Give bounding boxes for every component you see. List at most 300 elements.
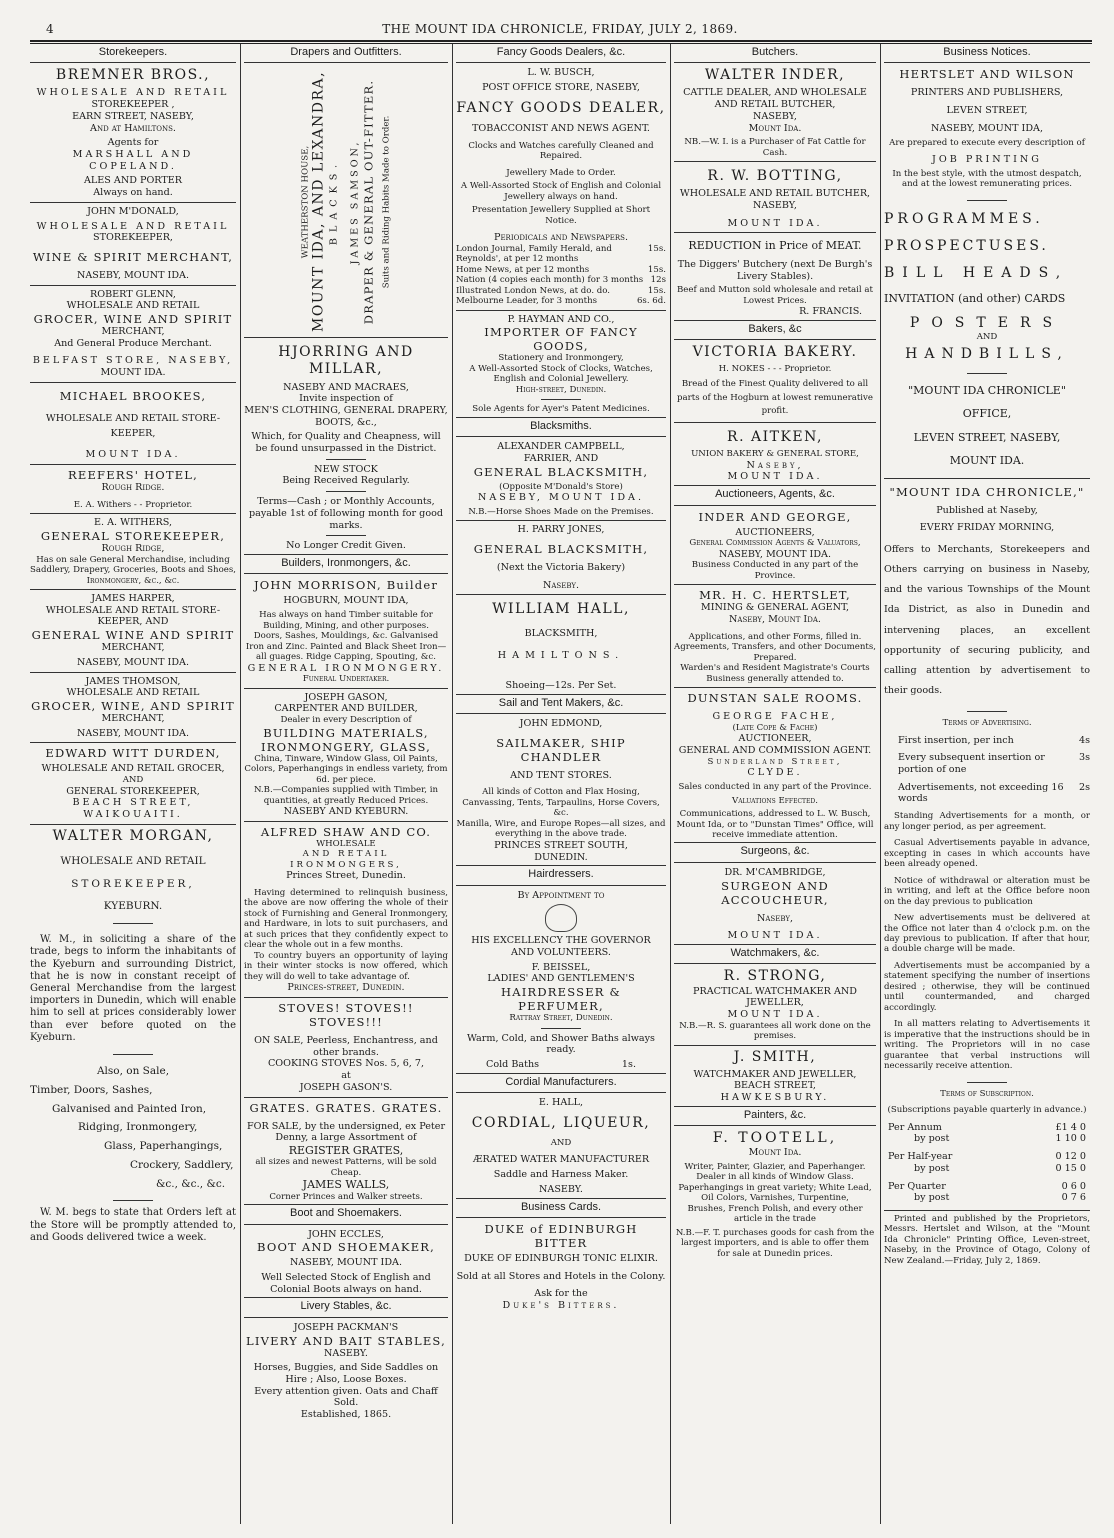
advert-line: E. A. WITHERS, xyxy=(93,517,173,529)
advert-line: KYEBURN. xyxy=(103,900,163,913)
advert-title: EDWARD WITT DURDEN, xyxy=(45,746,221,761)
advert-line: R. FRANCIS. xyxy=(799,306,862,318)
advert-line: Suits and Riding Habits Made to Order. xyxy=(381,116,392,289)
advert-line: Naseby. xyxy=(542,579,580,591)
subscription-row: Per Quarter 0 6 0 xyxy=(888,1180,1086,1192)
advert-title: JOHN MORRISON, Builder xyxy=(253,578,439,593)
divider xyxy=(113,1200,153,1201)
terms-body: Advertisements must be accompanied by a statement specifying the number of insertions desired ; otherwise, they will be continued until countermanded, and charged accordingly. xyxy=(884,960,1090,1013)
advert-title: WALTER MORGAN, xyxy=(52,827,214,844)
advert-title: LIVERY AND BAIT STABLES, xyxy=(246,1333,446,1348)
advert-line: All kinds of Cotton and Flax Hosing, Canvassing, Tents, Tarpaulins, Horse Covers, &c. xyxy=(462,787,660,819)
advert-mcambridge xyxy=(674,867,876,942)
divider xyxy=(326,491,366,492)
subscription-row: Per Half-year 0 12 0 xyxy=(888,1151,1086,1163)
advert-line: LADIES' AND GENTLEMEN'S xyxy=(487,973,635,985)
advert-glenn xyxy=(30,285,236,379)
section-header: Sail and Tent Makers, &c. xyxy=(456,694,666,714)
advert-hjorring xyxy=(244,344,448,552)
column-storekeepers xyxy=(30,44,236,1524)
advert-body: Having determined to relinquish business, the above are now offering the whole of their stock of Furnishing and General Ironmongery, and Hardware, in lots to suit purchasers, and at such prices that they confidently expect to clear the whole out in a few months. xyxy=(244,887,448,951)
advert-line: Communications, addressed to L. W. Busch, Mount Ida, or to "Dunstan Times" Office, will receive immediate attention. xyxy=(676,809,874,840)
advert-line: NASEBY. xyxy=(539,1183,583,1195)
advert-botting xyxy=(674,161,876,229)
advert-title: DUNSTAN SALE ROOMS. xyxy=(687,691,863,706)
section-header: Watchmakers, &c. xyxy=(674,944,876,964)
advert-line: Writer, Painter, Glazier, and Paperhanger. Dealer in all kinds of Window Glass. xyxy=(684,1161,866,1183)
advert-line: Princes-street, Dunedin. xyxy=(287,982,405,994)
advert-nokes xyxy=(674,344,876,419)
terms-of-subscription xyxy=(884,1089,1090,1204)
advert-line: MERCHANT, xyxy=(101,642,165,654)
job-printing-list xyxy=(884,211,1090,363)
advert-line: In the best style, with the utmost despatch, and at the lowest remunerating prices. xyxy=(892,168,1082,190)
list-item: PROGRAMMES. xyxy=(884,210,1044,227)
advert-title: STOVES! STOVES!! STOVES!!! xyxy=(278,1001,414,1030)
advert-morgan xyxy=(30,824,236,1244)
advert-line: MOUNT IDA. xyxy=(949,454,1025,468)
advert-line: STOREKEEPER, xyxy=(71,877,195,890)
advert-line: CARPENTER AND BUILDER, xyxy=(274,703,418,715)
advert-line: HIS EXCELLENCY THE GOVERNOR xyxy=(471,935,651,947)
advert-line: Sold at all Stores and Hotels in the Colony. xyxy=(456,1270,666,1282)
advert-line: Being Received Regularly. xyxy=(282,475,410,487)
royal-crest-icon xyxy=(545,904,577,932)
section-header: Livery Stables, &c. xyxy=(244,1297,448,1317)
advert-title: SURGEON AND ACCOUCHEUR, xyxy=(721,878,829,907)
advert-line: &c., &c., &c. xyxy=(156,1177,226,1190)
advert-line: KEEPER, xyxy=(110,427,156,439)
advert-title: MR. H. C. HERTSLET, xyxy=(699,588,851,603)
advert-line: WHOLESALE xyxy=(316,838,376,849)
advert-line: General Commission Agents & Valuators, xyxy=(689,538,861,549)
advert-line: Established, 1865. xyxy=(300,1409,392,1421)
advert-title: HERTSLET AND WILSON xyxy=(899,67,1075,82)
advert-campbell xyxy=(456,441,666,517)
advert-line: TOBACCONIST AND NEWS AGENT. xyxy=(472,122,650,134)
advert-line: PRINCES STREET SOUTH, xyxy=(494,839,628,851)
advert-line: High-street, Dunedin. xyxy=(515,384,607,395)
advert-withers xyxy=(30,513,236,586)
advert-line: GEORGE FACHE, xyxy=(712,711,838,723)
advert-line: LEVEN STREET, xyxy=(946,105,1028,117)
advert-line: Also, on Sale, xyxy=(96,1064,170,1077)
advert-line: By Appointment to xyxy=(517,889,605,901)
advert-line: STOREKEEPER, xyxy=(93,232,173,244)
advert-title: REEFERS' HOTEL, xyxy=(68,468,198,482)
advert-line: MINING & GENERAL AGENT, xyxy=(700,602,850,614)
advert-line: DR. M'CAMBRIDGE, xyxy=(724,866,826,878)
advert-title: GENERAL STOREKEEPER, xyxy=(40,528,226,543)
advert-line: MOUNT IDA. xyxy=(727,930,823,942)
section-header: Blacksmiths. xyxy=(456,417,666,437)
advert-line: MOUNT IDA. xyxy=(727,1008,823,1020)
advert-line: E. A. Withers - - Proprietor. xyxy=(73,499,193,510)
advert-line: JAMES SAMSON, xyxy=(349,140,361,265)
advert-line: JOSEPH PACKMAN'S xyxy=(293,1321,399,1333)
divider xyxy=(113,1054,153,1055)
advert-line: WHOLESALE AND RETAIL STORE- xyxy=(45,412,221,424)
terms-title: Terms of Advertising. xyxy=(942,718,1032,729)
advert-line: WHOLESALE AND RETAIL xyxy=(36,87,230,99)
advert-title: VICTORIA BAKERY. xyxy=(692,344,858,361)
subscription-row: by post 1 10 0 xyxy=(914,1133,1086,1145)
list-item: BILL HEADS, xyxy=(884,264,1069,281)
section-header: Business Notices. xyxy=(884,44,1090,63)
advert-line: GENERAL IRONMONGERY. xyxy=(247,662,445,674)
advert-line: NB.—W. I. is a Purchaser of Fat Cattle for Cash. xyxy=(684,137,866,158)
terms-body: In all matters relating to Advertisements it is imperative that the instructions should be in writing. The Proprietors will in no case guarantee that verbal instructions will necessarily receive attention. xyxy=(884,1019,1090,1072)
advert-line: Agents for xyxy=(107,137,159,149)
price-row: Melbourne Leader, for 3 months 6s. 6d. xyxy=(456,296,666,307)
divider xyxy=(967,200,1007,201)
advert-line: Every attention given. Oats and Chaff Sold. xyxy=(254,1385,438,1409)
advert-line: NASEBY, MOUNT IDA. xyxy=(477,492,645,504)
advert-body: To country buyers an opportunity of laying in their winter stocks is now offered, which they will do well to take advantage of. xyxy=(244,950,448,982)
advert-line: H. NOKES - - - Proprietor. xyxy=(718,364,832,375)
advert-title: BOOT AND SHOEMAKER, xyxy=(257,1240,435,1255)
advert-line: CATTLE DEALER, AND WHOLESALE AND RETAIL BUTCHER, xyxy=(683,87,867,111)
advert-line: NASEBY, MOUNT IDA, xyxy=(930,122,1044,134)
advert-eccles xyxy=(244,1229,448,1296)
advert-line: ÆRATED WATER MANUFACTURER xyxy=(472,1154,650,1166)
page-number: 4 xyxy=(46,22,55,36)
section-header: Hairdressers. xyxy=(456,865,666,885)
advert-line: Manilla, Wire, and Europe Ropes—all sizes, and everything in the above trade. xyxy=(456,818,666,840)
column-divider xyxy=(880,44,881,1524)
advert-line: (Opposite M'Donald's Store) xyxy=(499,481,623,492)
printer-imprint: Printed and published by the Proprietors, Messrs. Hertslet and Wilson, at the "Mount Ida Chronicle" Printing Office, Leven-street, Naseby, in the Province of Otago, Colony of New Zealand.—Friday, July 2, 1869. xyxy=(884,1210,1090,1266)
advert-line: Are prepared to execute every description of xyxy=(889,137,1085,148)
advert-shaw xyxy=(244,821,448,994)
list-item: HANDBILLS, xyxy=(905,345,1069,362)
advert-busch xyxy=(456,67,666,306)
subscription-note: (Subscriptions payable quarterly in advance.) xyxy=(887,1105,1087,1116)
advert-hertslet xyxy=(674,584,876,684)
section-header: Surgeons, &c. xyxy=(674,842,876,862)
advert-line: FARRIER, AND xyxy=(523,452,599,464)
advert-line: P. HAYMAN AND CO., xyxy=(507,313,615,325)
subscription-title: Terms of Subscription. xyxy=(940,1088,1034,1099)
column-butchers xyxy=(674,44,876,1524)
top-rule xyxy=(30,40,1092,42)
advert-line: Valuations Effected. xyxy=(732,795,818,806)
advert-line: DUNEDIN. xyxy=(534,851,588,863)
advert-line: Terms—Cash ; or Monthly Accounts, payable 1st of following month for good marks. xyxy=(248,496,444,531)
advert-line: JAMES HARPER, xyxy=(91,593,175,605)
advert-line: H. PARRY JONES, xyxy=(517,524,605,536)
advert-title: WINE & SPIRIT MERCHANT, xyxy=(32,249,234,264)
advert-line: AND xyxy=(550,1137,572,1148)
price-row: London Journal, Family Herald, and Reynolds', at per 12 months 15s. xyxy=(456,243,666,265)
advert-bremner xyxy=(30,67,236,198)
advert-hall xyxy=(456,594,666,691)
advert-title: MICHAEL BROOKES, xyxy=(59,388,207,403)
advert-mcdonald xyxy=(30,202,236,282)
advert-aitken xyxy=(674,422,876,483)
advert-line: (Late Cope & Fache) xyxy=(732,722,818,733)
advert-line: N.B.—Horse Shoes Made on the Premises. xyxy=(468,506,654,517)
advert-line: And at Hamiltons. xyxy=(90,122,176,134)
advert-title: GROCER, WINE AND SPIRIT xyxy=(33,312,233,327)
advert-body: Offers to Merchants, Storekeepers and Others carrying on business in Naseby, and the various Townships of the Mount Ida District, as also in Dunedin and intervening places, an excellent opportunity of securing publicity, and calling attention by advertisement to their goods. xyxy=(884,544,1090,696)
advert-chronicle-office xyxy=(884,384,1090,468)
advert-line: Naseby, xyxy=(746,459,804,471)
advert-line: Funeral Undertaker. xyxy=(302,674,390,685)
advert-line: N.B.—R. S. guarantees all work done on the premises. xyxy=(679,1020,871,1042)
advert-line: Ridging, Ironmongery, xyxy=(78,1121,198,1134)
advert-line: AND TENT STORES. xyxy=(510,769,612,781)
section-header: Auctioneers, Agents, &c. xyxy=(674,485,876,505)
advert-line: Published at Naseby, xyxy=(936,504,1038,516)
section-header: Builders, Ironmongers, &c. xyxy=(244,554,448,574)
advert-line: JAMES WALLS, xyxy=(302,1178,390,1192)
advert-line: Warm, Cold, and Shower Baths always ready. xyxy=(467,1032,655,1056)
advert-line: L. W. BUSCH, xyxy=(527,67,595,79)
advert-line: PRINTERS AND PUBLISHERS, xyxy=(910,87,1064,99)
advert-line: MERCHANT, xyxy=(101,326,165,338)
advert-title: INDER AND GEORGE, xyxy=(698,509,852,524)
terms-body: Notice of withdrawal or alteration must be in writing, and left at the Office before noon on the day previous to publication xyxy=(884,875,1090,907)
advert-line: And General Produce Merchant. xyxy=(54,337,212,349)
advert-line: Ask for the xyxy=(534,1288,588,1300)
advert-line: NEW STOCK xyxy=(314,463,378,475)
advert-stoves xyxy=(244,997,448,1094)
advert-title: DUKE of EDINBURGH BITTER xyxy=(484,1221,638,1250)
price-row: Nation (4 copies each month) for 3 months 12s xyxy=(456,275,666,286)
advert-line: WHOLESALE AND RETAIL xyxy=(60,854,206,867)
advert-line: Well Selected Stock of English and Colonial Boots always on hand. xyxy=(261,1272,431,1295)
section-header: Fancy Goods Dealers, &c. xyxy=(456,44,666,63)
advert-line: ON SALE, Peerless, Enchantress, and other brands. xyxy=(254,1035,438,1058)
advert-line: WHOLESALE AND RETAIL GROCER, xyxy=(41,763,225,775)
advert-line: MEN'S CLOTHING, GENERAL DRAPERY, BOOTS, &c., xyxy=(244,404,448,428)
advert-title: DRAPER & GENERAL OUT-FITTER. xyxy=(361,80,376,325)
advert-line: Naseby, Mount Ida. xyxy=(729,614,821,626)
advert-line: BEACH STREET, xyxy=(734,1080,816,1092)
advert-line: AND RETAIL IRONMONGERS, xyxy=(290,849,402,870)
advert-line: NASEBY, MOUNT IDA. xyxy=(76,727,190,739)
advert-title: R. STRONG, xyxy=(723,968,827,985)
divider xyxy=(541,399,581,400)
advert-smith xyxy=(674,1045,876,1104)
column-drapers xyxy=(244,44,448,1524)
advert-line: Stationery and Ironmongery, xyxy=(498,353,624,364)
advert-title: GENERAL BLACKSMITH, xyxy=(473,541,649,556)
advert-title: GENERAL WINE AND SPIRIT xyxy=(31,628,235,643)
advert-line: Presentation Jewellery Supplied at Short Notice. xyxy=(471,205,651,226)
advert-title: BUILDING MATERIALS, xyxy=(263,725,429,740)
advert-title: "MOUNT IDA CHRONICLE," xyxy=(889,484,1085,499)
advert-line: GENERAL STOREKEEPER, xyxy=(66,785,200,797)
terms-of-advertising xyxy=(884,718,1090,1072)
advert-line: Applications, and other Forms, filled in. Agreements, Transfers, and other Documents, Prepared. xyxy=(674,631,876,663)
column-divider xyxy=(240,44,241,1524)
advert-title: HAIRDRESSER & PERFUMER, xyxy=(501,985,621,1014)
advert-line: "MOUNT IDA CHRONICLE" xyxy=(908,383,1066,397)
advert-line: Invite inspection of xyxy=(299,393,393,405)
advert-line: Shoeing—12s. Per Set. xyxy=(505,679,617,691)
advert-title: IRONMONGERY, GLASS, xyxy=(261,739,431,754)
advert-line: Sole Agents for Ayer's Patent Medicines. xyxy=(472,404,650,415)
advert-beissel xyxy=(456,890,666,1071)
advert-morrison xyxy=(244,578,448,684)
advert-line: Rattray Street, Dunedin. xyxy=(509,1013,613,1024)
advert-title: WILLIAM HALL, xyxy=(492,601,630,618)
advert-line: JOHN ECCLES, xyxy=(308,1228,384,1240)
advert-line: MERCHANT, xyxy=(101,713,165,725)
advert-line: JOSEPH GASON'S. xyxy=(299,1081,393,1093)
advert-line: PRACTICAL WATCHMAKER AND JEWELLER, xyxy=(693,985,857,1009)
advert-body: W. M. begs to state that Orders left at the Store will be promptly attended to, and Goods delivered twice a week. xyxy=(30,1207,236,1243)
advert-line: Mount Ida. xyxy=(748,122,802,134)
advert-title: GROCER, WINE, AND SPIRIT xyxy=(31,699,235,714)
advert-line: ALEXANDER CAMPBELL, xyxy=(497,441,625,453)
advert-line: EVERY FRIDAY MORNING, xyxy=(919,522,1055,534)
advert-title: FANCY GOODS DEALER, xyxy=(456,99,666,116)
advert-line: Rough Ridge. xyxy=(101,482,165,494)
advert-title: R. AITKEN, xyxy=(727,429,823,446)
advert-line: WHOLESALE AND RETAIL xyxy=(36,220,230,232)
advert-line: Mount Ida. xyxy=(748,1147,802,1159)
advert-title: MOUNT IDA, AND LEXANDRA, xyxy=(310,71,327,333)
advert-line: BEACH STREET, WAIKOUAITI. xyxy=(72,797,194,821)
advert-thomson xyxy=(30,672,236,740)
advert-line: AND xyxy=(122,775,144,786)
advert-line: MARSHALL AND COPELAND. xyxy=(72,149,194,172)
advert-line: BLACKS. xyxy=(327,159,339,246)
advert-title: IMPORTER OF FANCY GOODS, xyxy=(484,325,638,354)
advert-line: Rough Ridge, xyxy=(101,542,165,554)
advert-line: WEATHERSTON HOUSE, xyxy=(300,146,311,259)
advert-line: Horses, Buggies, and Side Saddles on Hire ; Also, Loose Boxes. xyxy=(253,1362,439,1386)
advert-title: R. W. BOTTING, xyxy=(707,168,843,185)
section-header: Butchers. xyxy=(674,44,876,63)
terms-row: Every subsequent insertion or portion of one 3s xyxy=(898,752,1090,776)
advert-line: JOSEPH GASON, xyxy=(304,691,388,703)
advert-dunstan xyxy=(674,687,876,840)
advert-line: ALES AND PORTER xyxy=(84,175,182,187)
advert-line: REGISTER GRATES, xyxy=(288,1143,404,1157)
advert-line: China, Tinware, Window Glass, Oil Paints, Colors, Paperhangings in endless variety, from 6d. per piece. xyxy=(244,753,448,785)
advert-line: E. HALL, xyxy=(538,1097,584,1109)
advert-line: Paperhangings in great variety; White Lead, Oil Colors, Varnishes, Turpentine, xyxy=(678,1182,872,1204)
divider xyxy=(541,1028,581,1029)
advert-line: Has on sale General Merchandise, including Saddlery, Drapery, Groceries, Boots and Shoes, xyxy=(30,554,236,576)
advert-line: A Well-Assorted Stock of Clocks, Watches, English and Colonial Jewellery. xyxy=(469,363,653,385)
advert-line: Beef and Mutton sold wholesale and retail at Lowest Prices. xyxy=(676,285,873,306)
advert-line: MOUNT IDA. xyxy=(727,217,823,229)
advert-line: JOHN M'DONALD, xyxy=(87,205,179,217)
advert-line: WHOLESALE AND RETAIL STORE- xyxy=(45,604,221,616)
price-row: Home News, at per 12 months 15s. xyxy=(456,264,666,275)
advert-line: (Next the Victoria Bakery) xyxy=(496,561,626,573)
advert-line: NASEBY. xyxy=(324,1347,368,1359)
column-business-notices xyxy=(884,44,1090,1524)
advert-line: CLYDE. xyxy=(747,767,803,779)
advert-tootell xyxy=(674,1130,876,1259)
advert-line: NASEBY AND MACRAES, xyxy=(283,381,409,393)
section-header: Cordial Manufacturers. xyxy=(456,1073,666,1093)
terms-row: Advertisements, not exceeding 16 words 2s xyxy=(898,781,1090,805)
advert-hayman xyxy=(456,310,666,415)
subscription-row: Per Annum £1 4 0 xyxy=(888,1121,1086,1133)
advert-duke xyxy=(456,1222,666,1312)
advert-line: ROBERT GLENN, xyxy=(90,288,176,300)
terms-body: Casual Advertisements payable in advance, excepting in cases in which accounts have been already opened. xyxy=(884,838,1090,870)
advert-body: W. M., in soliciting a share of the trade, begs to inform the inhabitants of the Kyeburn and surrounding District, that he is now in constant receipt of General Merchandise from the largest importers in Dunedin, which will enable him to sell at prices considerably lower than ever before quoted on the Kyeburn. xyxy=(30,934,236,1043)
advert-title: SAILMAKER, SHIP CHANDLER xyxy=(496,735,626,764)
divider xyxy=(326,535,366,536)
advert-harper xyxy=(30,589,236,669)
advert-line: JOHN EDMOND, xyxy=(519,717,603,729)
advert-line: AND VOLUNTEERS. xyxy=(511,947,611,959)
section-header: Bakers, &c xyxy=(674,320,876,340)
column-fancy-goods xyxy=(456,44,666,1524)
subscription-row: by post 0 15 0 xyxy=(914,1162,1086,1174)
advert-inder xyxy=(674,67,876,158)
advert-line: MOUNT IDA. xyxy=(85,449,181,461)
advert-line: The Diggers' Butchery (next De Burgh's Livery Stables). xyxy=(677,258,873,282)
advert-line: Glass, Paperhangings, xyxy=(104,1140,223,1153)
advert-line: Business Conducted in any part of the Province. xyxy=(691,560,859,581)
advert-line: WHOLESALE AND RETAIL BUTCHER, xyxy=(679,188,871,200)
column-divider xyxy=(670,44,671,1524)
advert-line: POST OFFICE STORE, NASEBY, xyxy=(482,82,640,94)
advert-line: MOUNT IDA. xyxy=(100,367,166,379)
advert-line: Dealer in every Description of xyxy=(280,715,412,726)
advert-gason xyxy=(244,688,448,818)
advert-strong xyxy=(674,968,876,1041)
advert-line: OFFICE, xyxy=(962,407,1012,421)
section-header: Storekeepers. xyxy=(30,44,236,63)
advert-inder-george xyxy=(674,510,876,582)
advert-line: HAMILTONS. xyxy=(497,650,625,662)
list-item: POSTERS xyxy=(909,315,1065,332)
advert-line: Princes Street, Dunedin. xyxy=(286,870,406,882)
advert-line: GENERAL AND COMMISSION AGENT. xyxy=(678,745,872,757)
advert-line: Sunderland Street, xyxy=(707,756,843,767)
advert-line: Sales conducted in any part of the Province. xyxy=(678,782,872,793)
advert-line: MOUNT IDA. xyxy=(727,471,823,483)
advert-chronicle xyxy=(884,478,1090,702)
advert-line: Bread of the Finest Quality delivered to all parts of the Hogburn at lowest remunerative profit. xyxy=(677,378,873,417)
advert-title: F. TOOTELL, xyxy=(712,1130,838,1147)
advert-title: BREMNER BROS., xyxy=(55,67,211,84)
advert-line: UNION BAKERY & GENERAL STORE, xyxy=(691,449,859,460)
price-row: Cold Baths 1s. xyxy=(486,1059,636,1071)
advert-title: GENERAL BLACKSMITH, xyxy=(473,464,649,479)
section-header: Boot and Shoemakers. xyxy=(244,1204,448,1224)
advert-line: AUCTIONEERS, xyxy=(735,526,815,538)
divider xyxy=(967,711,1007,712)
advert-title: REDUCTION in Price of MEAT. xyxy=(688,239,862,253)
advert-line: Jewellery Made to Order. xyxy=(506,167,616,178)
divider xyxy=(326,459,366,460)
advert-line: Naseby, xyxy=(756,912,794,924)
advert-line: WHOLESALE AND RETAIL xyxy=(66,687,200,699)
column-divider xyxy=(452,44,453,1524)
advert-title: ALFRED SHAW AND CO. xyxy=(260,824,432,839)
list-item: AND xyxy=(976,332,998,343)
newspaper-title: THE MOUNT IDA CHRONICLE, FRIDAY, JULY 2, 1869. xyxy=(382,22,738,36)
advert-line: A Well-Assorted Stock of English and Colonial Jewellery always on hand. xyxy=(460,181,662,202)
advert-line: N.B.—Companies supplied with Timber, in quantities, at greatly Reduced Prices. xyxy=(253,785,439,806)
advert-line: at xyxy=(341,1070,351,1082)
advert-line: DUKE OF EDINBURGH TONIC ELIXIR. xyxy=(464,1253,658,1264)
advert-title: WALTER INDER, xyxy=(704,67,846,84)
advert-edmond xyxy=(456,718,666,863)
